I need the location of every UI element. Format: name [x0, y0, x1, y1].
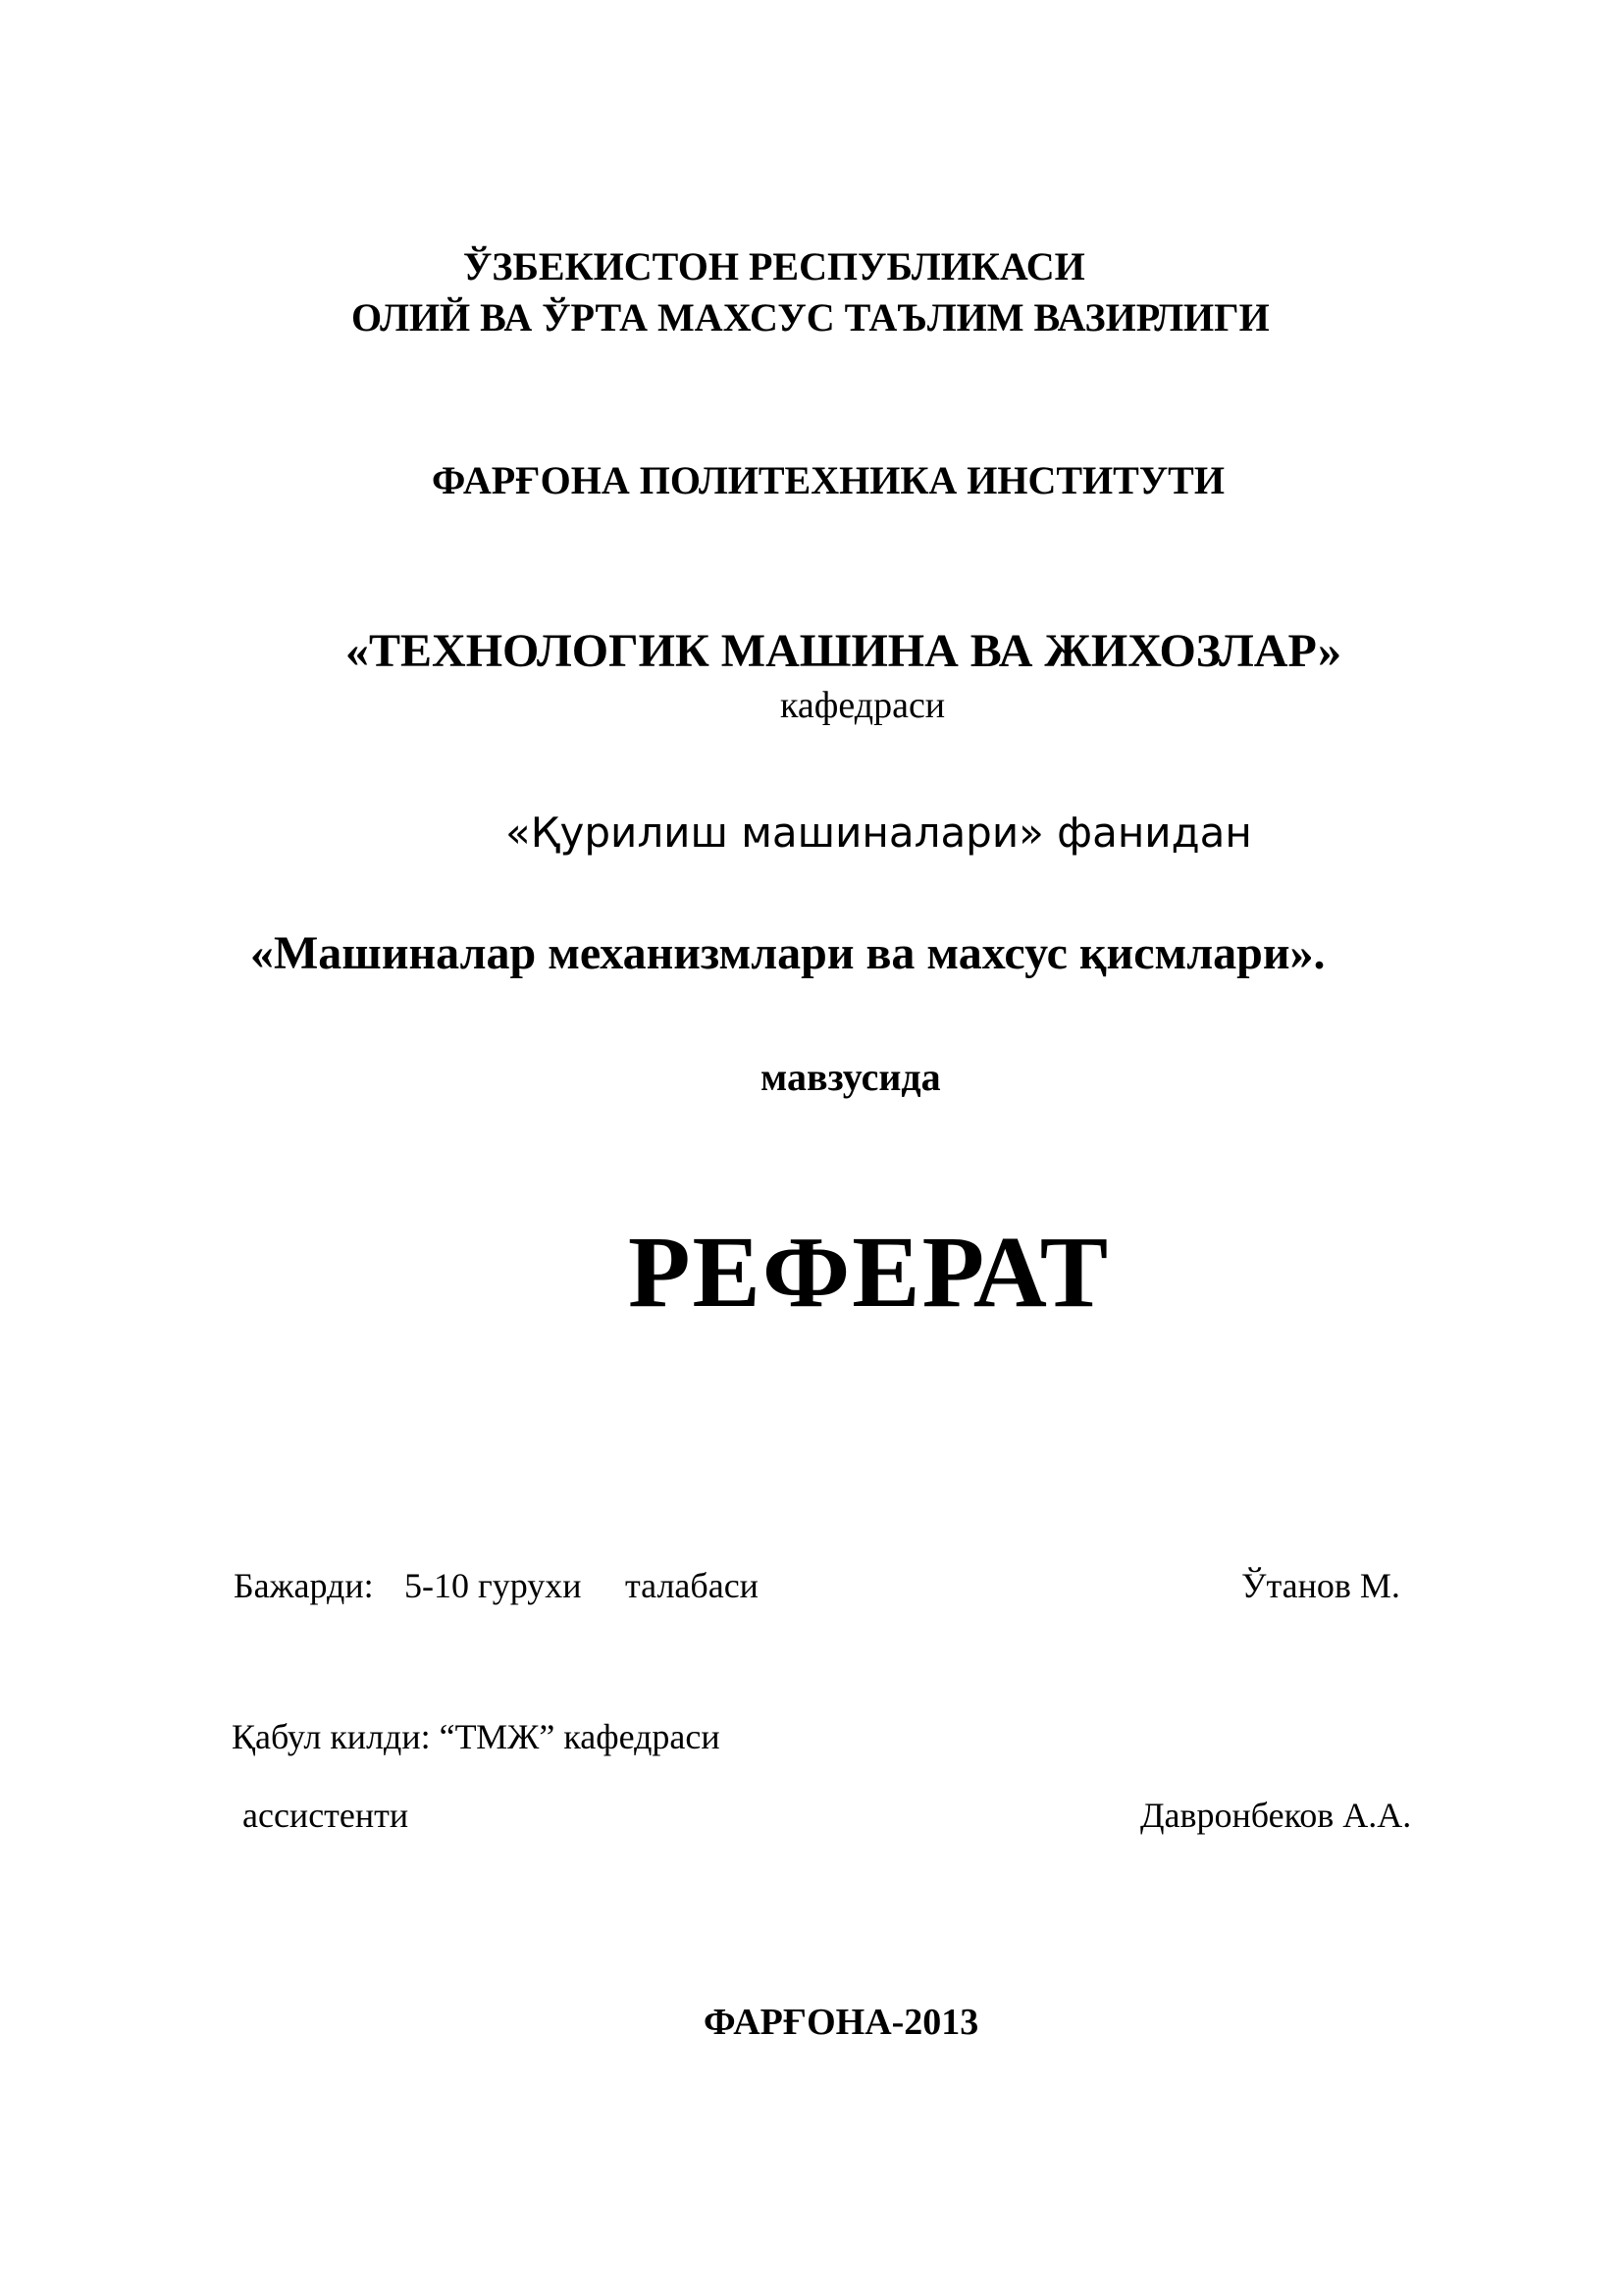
subject-line: «Қурилиш машиналари» фанидан: [505, 809, 1252, 857]
topic-title: «Машиналар механизмлари ва махсус қисмлари».: [250, 927, 1326, 979]
assistant-position: ассистенти: [242, 1796, 409, 1835]
performed-group: 5-10 гурухи: [404, 1566, 582, 1605]
topic-suffix: мавзусида: [760, 1055, 941, 1099]
institute-name: ФАРҒОНА ПОЛИТЕХНИКА ИНСТИТУТИ: [432, 458, 1225, 502]
department-suffix: кафедраси: [780, 685, 946, 726]
accepted-label: Қабул килди: “ТМЖ” кафедраси: [232, 1717, 720, 1756]
city-year: ФАРҒОНА-2013: [704, 2002, 979, 2043]
document-type-title: РЕФЕРАТ: [628, 1216, 1111, 1329]
performed-label: Бажарди:: [234, 1566, 374, 1605]
ministry-line-1: ЎЗБЕКИСТОН РЕСПУБЛИКАСИ: [463, 244, 1085, 288]
performed-role: талабаси: [625, 1566, 759, 1605]
department-name: «ТЕХНОЛОГИК МАШИНА ВА ЖИХОЗЛАР»: [345, 625, 1341, 677]
student-name: Ўтанов М.: [1241, 1566, 1400, 1605]
assistant-name: Давронбеков А.А.: [1140, 1796, 1412, 1835]
ministry-line-2: ОЛИЙ ВА ЎРТА МАХСУС ТАЪЛИМ ВАЗИРЛИГИ: [351, 295, 1270, 339]
